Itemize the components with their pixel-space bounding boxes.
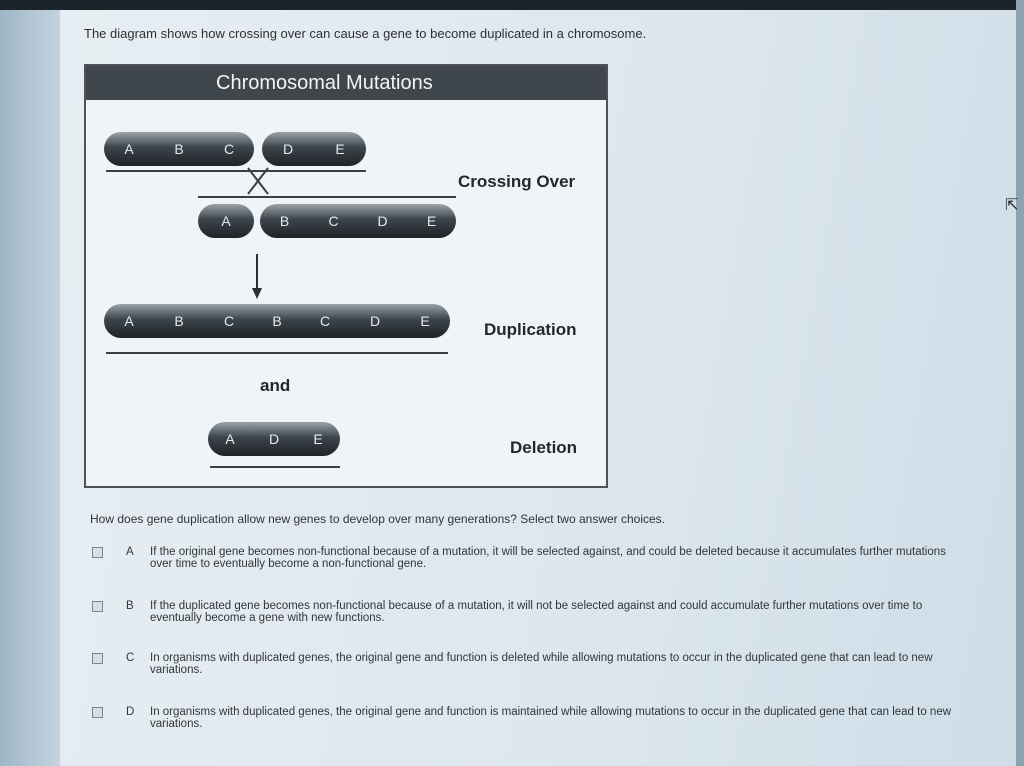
crossing-over-label: Crossing Over (458, 172, 576, 191)
choice-text: In organisms with duplicated genes, the original gene and function is deleted while allowing mutations to occur in the duplicated gene that can lead to new variations. (150, 652, 933, 676)
gene-label: D (369, 313, 381, 329)
question-text: How does gene duplication allow new genes to develop over many generations? Select two answer choices. (90, 512, 666, 526)
checkbox[interactable] (92, 653, 103, 664)
gene-label: D (377, 213, 388, 229)
gene-label: E (335, 141, 345, 157)
choice-text: In organisms with duplicated genes, the original gene and function is maintained while allowing mutations to occur in the duplicated gene that can lead to new variations. (150, 706, 952, 730)
left-pane (0, 0, 60, 766)
chromosome-a (198, 204, 254, 238)
chromosome-deleted (208, 422, 340, 456)
choice-letter: A (126, 546, 134, 558)
chromatid-line (198, 196, 456, 198)
gene-label: A (225, 431, 235, 447)
chromosome-abc (104, 132, 254, 166)
chromosome-bcde (260, 204, 456, 238)
gene-label: C (223, 141, 235, 157)
choice-letter: B (126, 600, 134, 612)
gene-label: A (124, 141, 134, 157)
deletion-label: Deletion (510, 438, 578, 457)
gene-label: A (221, 213, 231, 229)
and-label: and (260, 376, 291, 395)
choice-letter: C (126, 652, 135, 664)
gene-label: C (223, 313, 235, 329)
checkbox[interactable] (92, 601, 103, 612)
choice-letter: D (126, 706, 135, 718)
gene-label: B (174, 313, 184, 329)
gene-label: C (319, 313, 331, 329)
gene-label: D (268, 431, 280, 447)
gene-label: E (313, 431, 323, 447)
chromosome-duplicated (104, 304, 450, 338)
gene-label: B (174, 141, 184, 157)
choice-text: If the original gene becomes non-functional because of a mutation, it will be selected against, and could be deleted because it accumulates further mutations over time to eventually become a non-functional gene. (150, 546, 946, 570)
top-bar (0, 0, 1024, 10)
gene-label: C (328, 213, 339, 229)
arrow-down-icon (250, 254, 264, 300)
checkbox[interactable] (92, 707, 103, 718)
gene-label: A (124, 313, 134, 329)
chromosome-de (262, 132, 366, 166)
gene-label: B (279, 213, 290, 229)
mouse-cursor-icon: ⇱ (1005, 197, 1019, 214)
gene-label: D (282, 141, 294, 157)
chromatid-line (210, 466, 340, 468)
choice-text: If the duplicated gene becomes non-functional because of a mutation, it will not be selected against and could accumulate further mutations over time to eventually become a gene with new functions. (150, 600, 923, 624)
gene-label: E (426, 213, 437, 229)
chromatid-line (106, 170, 366, 172)
gene-label: B (272, 313, 282, 329)
gene-label: E (420, 313, 430, 329)
duplication-label: Duplication (484, 320, 577, 339)
intro-text: The diagram shows how crossing over can cause a gene to become duplicated in a chromosome. (84, 26, 647, 41)
chromosomal-mutations-diagram (84, 64, 608, 488)
chromatid-line (106, 352, 448, 354)
diagram-title: Chromosomal Mutations (86, 66, 606, 100)
crossover-x-icon (246, 164, 270, 198)
checkbox[interactable] (92, 547, 103, 558)
right-edge (1016, 0, 1024, 766)
